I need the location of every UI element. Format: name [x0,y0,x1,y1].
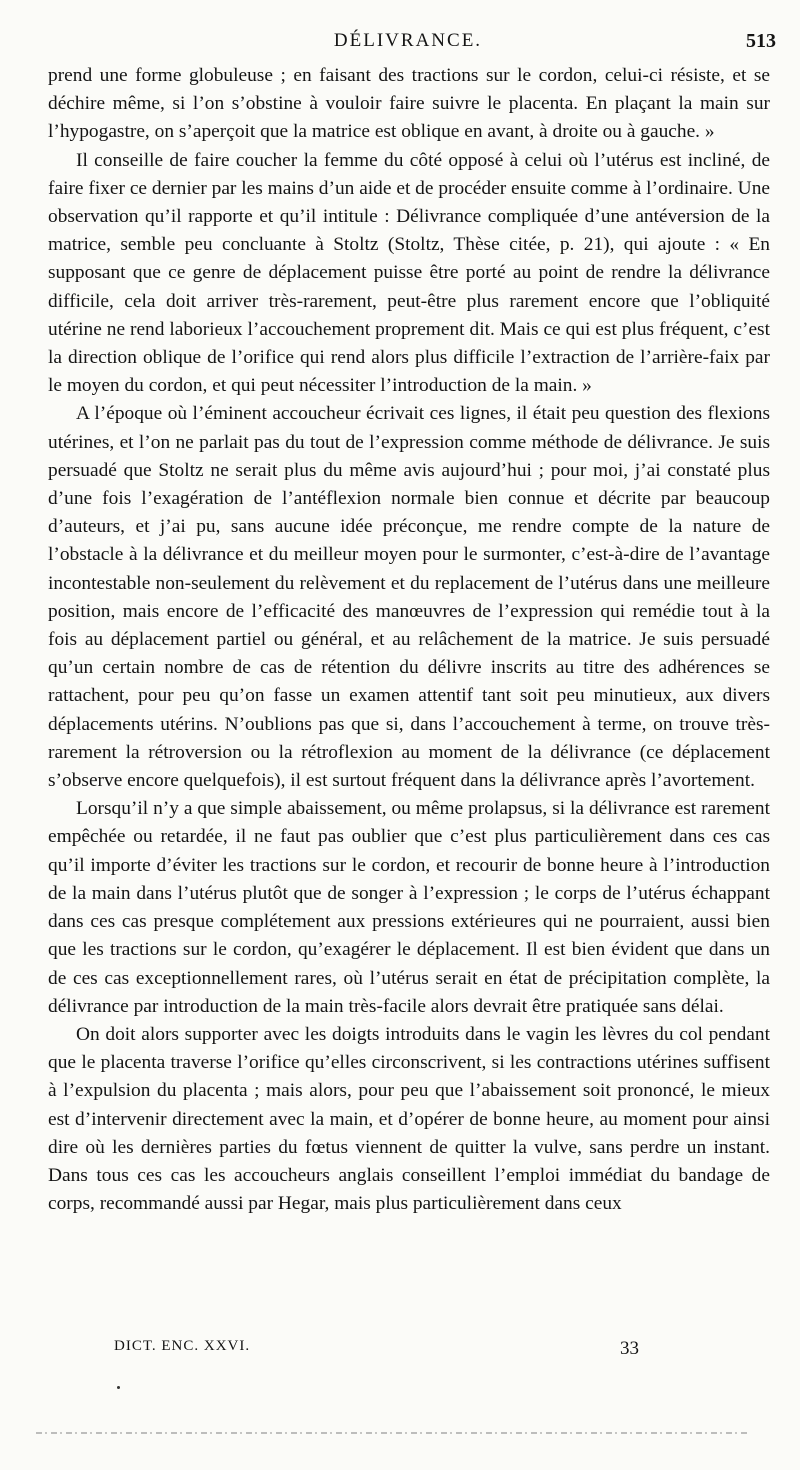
page-number: 513 [746,30,776,52]
paragraph: prend une forme globuleuse ; en faisant des tractions sur le cordon, celui-ci résiste, et se déchire même, si l’on s’obstine à vouloir faire suivre le placenta. En plaçant la main sur l’hypogastre, on s’aperçoit que la matrice est oblique en avant, à droite ou à gauche. » [48,65,770,143]
page-footer [48,1338,768,1364]
sheet-number: 33 [620,1338,639,1359]
running-head [48,30,776,58]
body-text [48,62,770,1218]
paragraph: Lorsqu’il n’y a que simple abaissement, ou même prolapsus, si la délivrance est rarement empêchée ou retardée, il ne faut pas oublier que c’est plus particulièrement dans ces cas qu’il importe d’éviter les tractions sur le cordon, et recourir de bonne heure à l’introduction de la main dans l’utérus plutôt que de songer à l’expression ; le corps de l’utérus échappant dans ces cas presque complétement aux pressions extérieures qui ne pourraient, aussi bien que les tractions sur le cordon, qu’exagérer le déplacement. Il est bien évident que dans un de ces cas exceptionnellement rares, où l’utérus serait en état de précipitation complète, la délivrance par introduction de la main très-facile alors devrait être pratiquée sans délai. [48,798,770,1017]
running-title: DÉLIVRANCE. [333,30,483,51]
ink-speck [117,1386,120,1389]
paragraph: Il conseille de faire coucher la femme du côté opposé à celui où l’utérus est incliné, de faire fixer ce dernier par les mains d’un aide et de procéder ensuite comme à l’ordinaire. Une observation qu’il rapporte et qu’il intitule : Délivrance compliquée d’une antéversion de la matrice, semble peu concluante à Stoltz (Stoltz, Thèse citée, p. 21), qui ajoute : « En supposant que ce genre de déplacement puisse être porté au point de rendre la délivrance difficile, cela doit arriver très-rarement, peut-être plus rarement encore que l’obliquité utérine ne rend laborieux l’accouchement proprement dit. Mais ce qui est plus fréquent, c’est la direction oblique de l’orifice qui rend alors plus difficile l’extraction de l’arrière-faix par le moyen du cordon, et qui peut nécessiter l’introduction de la main. » [48,149,770,397]
bleed-through-line [36,1432,748,1434]
paragraph: A l’époque où l’éminent accoucheur écrivait ces lignes, il était peu question des flexions utérines, et l’on ne parlait pas du tout de l’expression comme méthode de délivrance. Je suis persuadé que Stoltz ne serait plus du même avis aujourd’hui ; pour moi, j’ai constaté plus d’une fois l’exagération de l’antéflexion normale bien connue et décrite par beaucoup d’auteurs, et j’ai pu, sans aucune idée préconçue, me rendre compte de la nature de l’obstacle à la délivrance et du meilleur moyen pour le surmonter, c’est-à-dire de l’avantage incontestable non-seulement du relèvement et du replacement de l’utérus dans une meilleure position, mais encore de l’efficacité des manœuvres de l’expression qui remédie tout à la fois au déplacement partiel ou général, et au relâchement de la matrice. Je suis persuadé qu’un certain nombre de cas de rétention du délivre inscrits au titre des adhérences se rattachent, pour peu qu’on fasse un examen attentif tant soit peu minutieux, aux divers déplacements utérins. N’oublions pas que si, dans l’accouchement à terme, on trouve très-rarement la rétroversion ou la rétroflexion au moment de la délivrance (ce déplacement s’observe encore quelquefois), il est surtout fréquent dans la délivrance après l’avortement. [48,403,770,792]
paragraph: On doit alors supporter avec les doigts introduits dans le vagin les lèvres du col pendant que le placenta traverse l’orifice qu’elles circonscrivent, si les contractions utérines suffisent à l’expulsion du placenta ; mais alors, pour peu que l’abaissement soit prononcé, le mieux est d’intervenir directement avec la main, et d’opérer de bonne heure, au moment pour ainsi dire où les dernières parties du fœtus viennent de quitter la vulve, sans perdre un instant. Dans tous ces cas les accoucheurs anglais conseillent l’emploi immédiat du bandage de corps, recommandé aussi par Hegar, mais plus particulièrement dans ceux [48,1023,770,1215]
printer-signature: DICT. ENC. XXVI. [114,1338,251,1354]
